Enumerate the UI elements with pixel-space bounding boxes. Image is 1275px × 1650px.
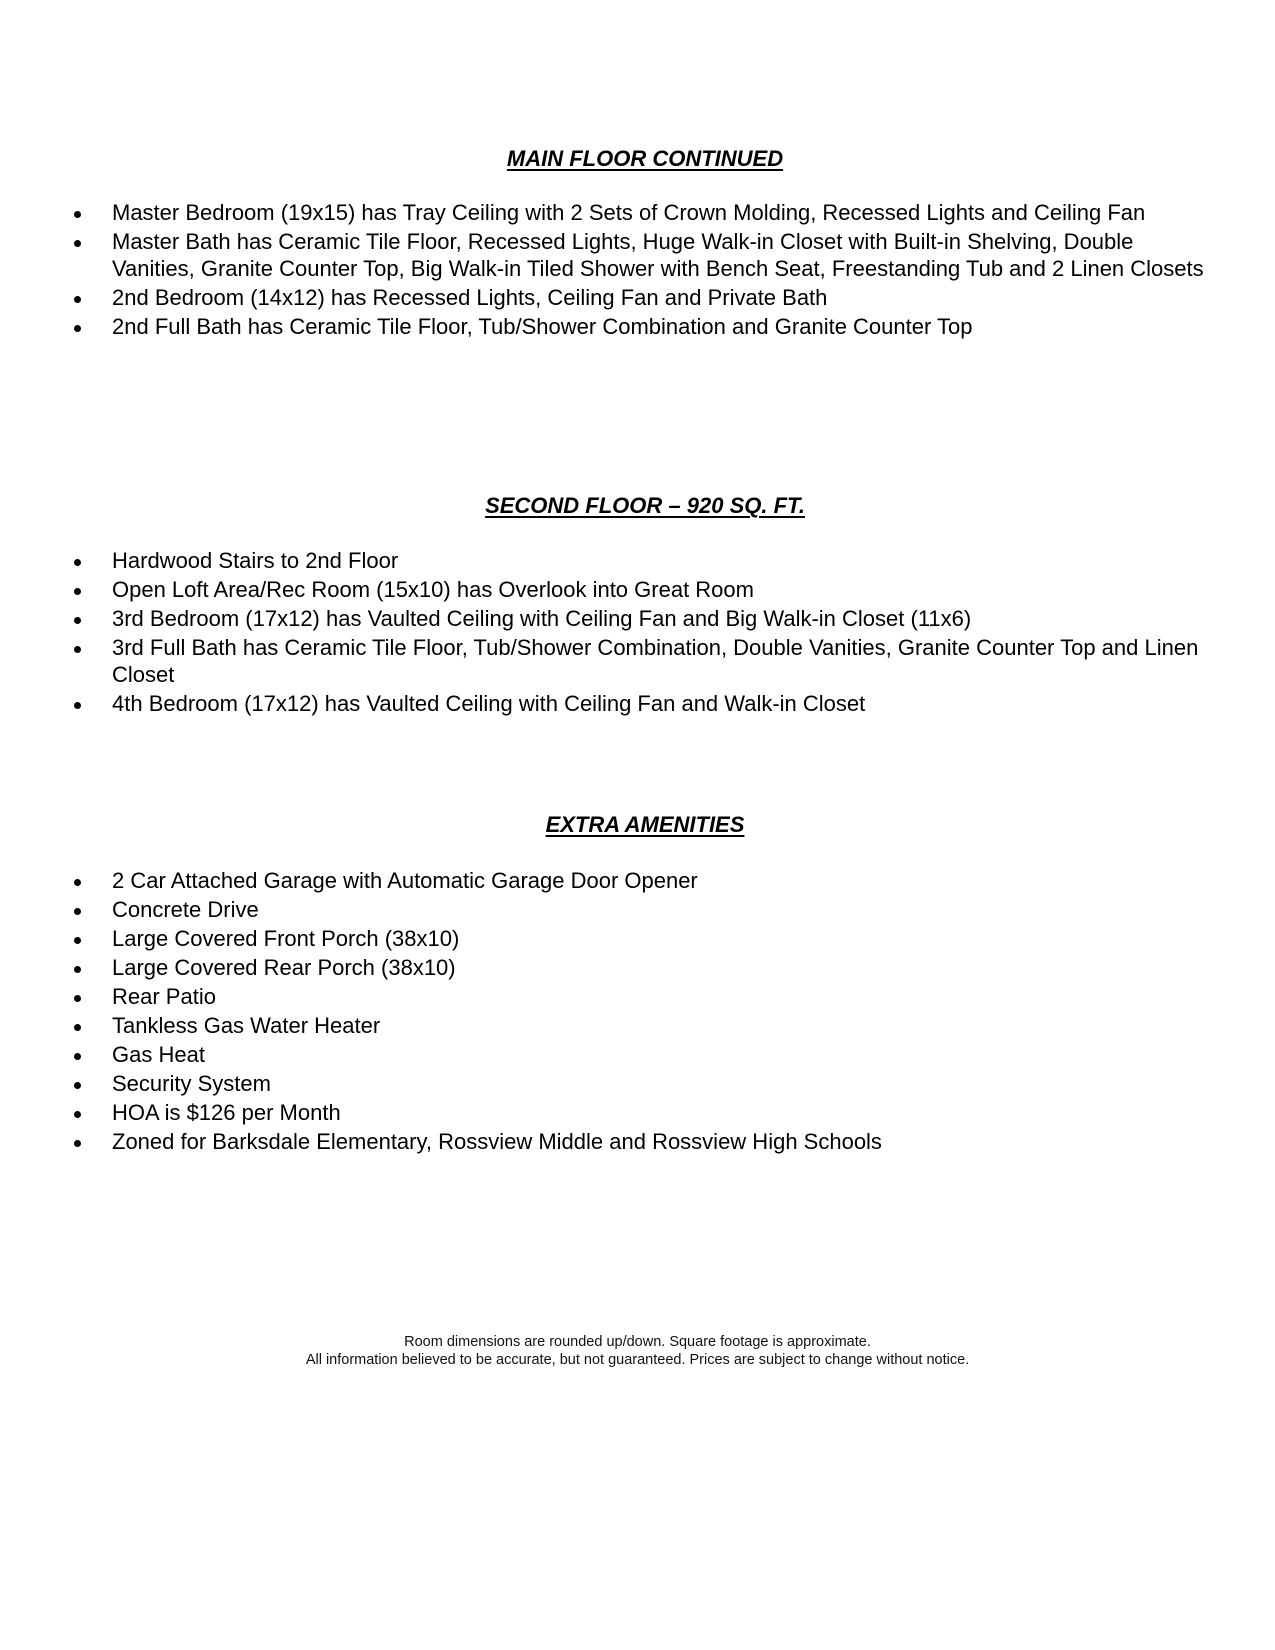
bullet-icon — [74, 617, 81, 624]
section-second-floor — [70, 493, 1220, 720]
feature-list — [70, 548, 1220, 717]
section-extra-amenities — [70, 812, 1220, 1158]
list-item — [70, 1013, 1220, 1040]
bullet-icon — [74, 559, 81, 566]
list-item — [70, 926, 1220, 953]
section-main-floor-continued — [70, 146, 1220, 343]
bullet-icon — [74, 937, 81, 944]
bullet-icon — [74, 879, 81, 886]
list-item — [70, 606, 1220, 633]
list-item — [70, 897, 1220, 924]
list-item-text: Rear Patio — [112, 984, 216, 1009]
list-item — [70, 1071, 1220, 1098]
list-item-text: 2nd Full Bath has Ceramic Tile Floor, Tub/Shower Combination and Granite Counter Top — [112, 313, 973, 339]
section-heading: SECOND FLOOR – 920 SQ. FT. — [485, 493, 805, 518]
list-item — [70, 200, 1220, 227]
list-item-text: Tankless Gas Water Heater — [112, 1013, 381, 1038]
list-item — [70, 1129, 1220, 1156]
list-item-text: Gas Heat — [112, 1042, 205, 1067]
list-item — [70, 548, 1220, 575]
feature-list — [70, 200, 1220, 340]
list-item-text: 4th Bedroom (17x12) has Vaulted Ceiling with Ceiling Fan and Walk-in Closet — [112, 690, 866, 716]
list-item — [70, 635, 1220, 688]
list-item-text: Zoned for Barksdale Elementary, Rossview Middle and Rossview High Schools — [112, 1129, 882, 1154]
bullet-icon — [74, 1082, 81, 1089]
bullet-icon — [74, 1140, 81, 1147]
list-item-text: 2 Car Attached Garage with Automatic Garage Door Opener — [112, 868, 698, 893]
bullet-icon — [74, 995, 81, 1002]
bullet-icon — [74, 240, 81, 247]
list-item-text: Open Loft Area/Rec Room (15x10) has Overlook into Great Room — [112, 577, 754, 602]
bullet-icon — [74, 646, 81, 653]
list-item-text: Large Covered Front Porch (38x10) — [112, 926, 460, 951]
bullet-icon — [74, 211, 81, 218]
section-heading: MAIN FLOOR CONTINUED — [506, 146, 784, 171]
bullet-icon — [74, 1111, 81, 1118]
bullet-icon — [74, 1024, 81, 1031]
list-item-text: Large Covered Rear Porch (38x10) — [112, 955, 456, 980]
list-item-text: Master Bath has Ceramic Tile Floor, Recessed Lights, Huge Walk-in Closet with Built-in Shelving, Double Vanities, Granite Counter Top, Big Walk-in Tiled Shower with Bench Seat, Freestanding Tub and 2 Linen Closets — [112, 229, 1204, 281]
bullet-icon — [74, 966, 81, 973]
disclaimer-line-1: Room dimensions are rounded up/down. Square footage is approximate. — [404, 1334, 871, 1350]
list-item-text: 2nd Bedroom (14x12) has Recessed Lights, Ceiling Fan and Private Bath — [112, 284, 828, 310]
list-item — [70, 868, 1220, 895]
list-item-text: Security System — [112, 1071, 271, 1096]
feature-list — [70, 868, 1220, 1156]
list-item — [70, 577, 1220, 604]
list-item — [70, 955, 1220, 982]
list-item-text: Hardwood Stairs to 2nd Floor — [112, 548, 399, 573]
disclaimer-footer — [0, 1333, 1275, 1369]
list-item — [70, 1100, 1220, 1127]
list-item — [70, 984, 1220, 1011]
bullet-icon — [74, 1053, 81, 1060]
list-item — [70, 229, 1220, 282]
bullet-icon — [74, 588, 81, 595]
list-item-text: Master Bedroom (19x15) has Tray Ceiling with 2 Sets of Crown Molding, Recessed Lights and Ceiling Fan — [112, 200, 1146, 225]
list-item — [70, 314, 1220, 341]
bullet-icon — [74, 296, 81, 303]
list-item — [70, 1042, 1220, 1069]
list-item-text: HOA is $126 per Month — [112, 1100, 341, 1125]
section-heading: EXTRA AMENITIES — [545, 812, 745, 837]
list-item — [70, 285, 1220, 312]
list-item-text: 3rd Bedroom (17x12) has Vaulted Ceiling with Ceiling Fan and Big Walk-in Closet (11x6) — [112, 606, 972, 631]
list-item-text: 3rd Full Bath has Ceramic Tile Floor, Tub/Shower Combination, Double Vanities, Granite Counter Top and Linen Closet — [112, 635, 1199, 687]
bullet-icon — [74, 325, 81, 332]
bullet-icon — [74, 702, 81, 709]
bullet-icon — [74, 908, 81, 915]
list-item-text: Concrete Drive — [112, 897, 259, 922]
list-item — [70, 691, 1220, 718]
disclaimer-line-2: All information believed to be accurate, but not guaranteed. Prices are subject to change without notice. — [305, 1352, 970, 1368]
